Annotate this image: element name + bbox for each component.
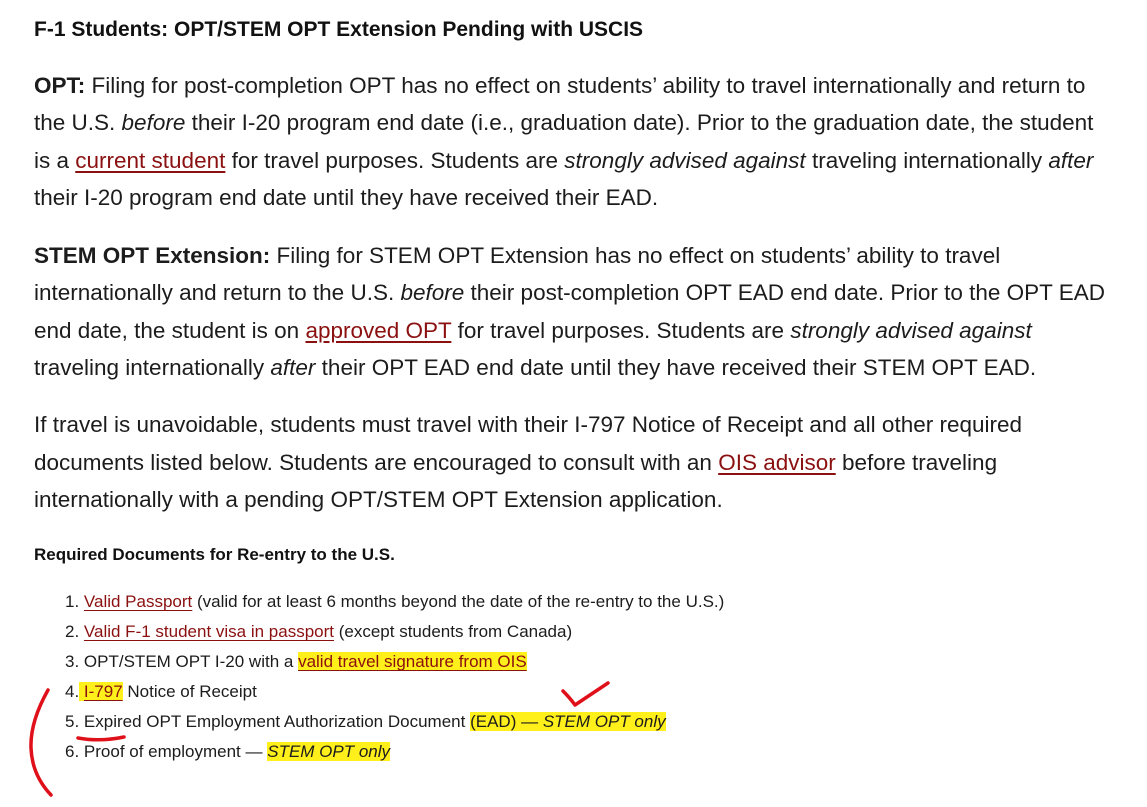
f1-visa-link[interactable]: Valid F-1 student visa in passport <box>83 622 335 642</box>
opt-label: OPT: <box>34 73 86 98</box>
opt-paragraph: OPT: Filing for post-completion OPT has no effect on students’ ability to travel internationally and return to the U.S. before their I-20 program end date (i.e., graduation date). Prior to the graduation date, the student is a current student for travel purposes. Students are strongly advised against traveling internationally after their I-20 program end date until they have received their EAD. <box>34 73 1094 210</box>
valid-passport-link[interactable]: Valid Passport <box>83 592 193 612</box>
list-item: 5. Expired OPT Employment Authorization Document (EAD) — STEM OPT only <box>65 712 666 732</box>
travel-paragraph: If travel is unavoidable, students must travel with their I-797 Notice of Receipt and all other required documents listed below. Students are encouraged to consult with an OIS advisor before traveling internationally with a pending OPT/STEM OPT Extension application. <box>34 412 1023 512</box>
current-student-link[interactable]: current student <box>75 147 226 173</box>
travel-signature-link[interactable]: valid travel signature from OIS <box>298 652 527 672</box>
list-item: 2. Valid F-1 student visa in passport (except students from Canada) <box>65 622 573 642</box>
ois-advisor-link[interactable]: OIS advisor <box>718 449 836 475</box>
list-item: 6. Proof of employment — STEM OPT only <box>65 742 391 762</box>
required-documents-heading: Required Documents for Re-entry to the U.S. <box>34 545 395 565</box>
stem-opt-label: STEM OPT Extension: <box>34 243 271 269</box>
list-item: 4. I-797 Notice of Receipt <box>65 682 257 702</box>
list-item: 3. OPT/STEM OPT I-20 with a valid travel signature from OIS <box>65 652 527 672</box>
approved-opt-link[interactable]: approved OPT <box>305 317 452 343</box>
i797-link[interactable]: I-797 <box>83 682 123 702</box>
ead-highlight: (EAD) — STEM OPT only <box>470 712 666 732</box>
page-content <box>34 14 1114 767</box>
required-documents-list <box>34 587 1114 767</box>
stem-opt-paragraph: STEM OPT Extension: Filing for STEM OPT Extension has no effect on students’ ability to travel internationally and return to the U.S. before their post-completion OPT EAD end date. Prior to the OPT EAD end date, the student is on approved OPT for travel purposes. Students are strongly advised against traveling internationally after their OPT EAD end date until they have received their STEM OPT EAD. <box>34 243 1105 381</box>
stem-only-highlight: STEM OPT only <box>267 742 391 762</box>
section-title: F-1 Students: OPT/STEM OPT Extension Pending with USCIS <box>34 18 644 41</box>
list-item: 1. Valid Passport (valid for at least 6 months beyond the date of the re-entry to the U.S.) <box>65 592 725 612</box>
